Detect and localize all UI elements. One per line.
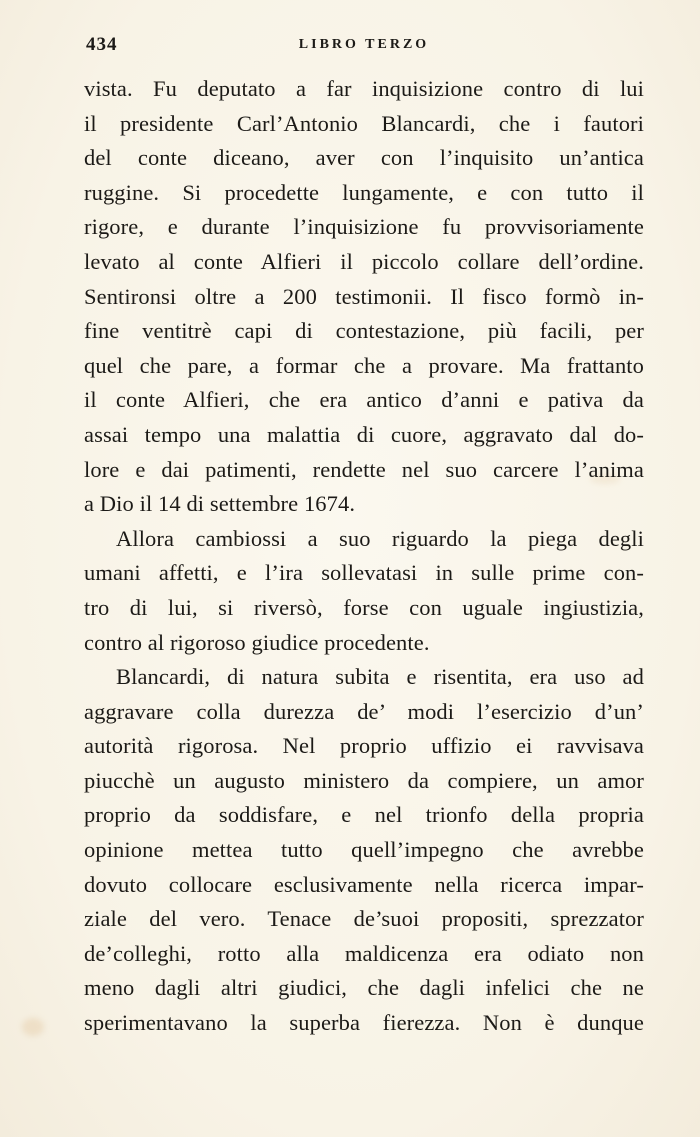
text-line: opinione mettea tutto quell’impegno che avrebbe	[84, 837, 644, 863]
paper-stain	[22, 1018, 44, 1036]
text-line: umani affetti, e l’ira sollevatasi in sulle prime con-	[84, 560, 644, 586]
page-header	[86, 34, 642, 58]
text-line: de’colleghi, rotto alla maldicenza era odiato non	[84, 940, 644, 966]
text-line: ziale del vero. Tenace de’suoi propositi, sprezzator	[84, 906, 644, 932]
text-line: quel che pare, a formar che a provare. Ma frattanto	[84, 352, 644, 378]
page-number: 434	[86, 34, 118, 55]
text-line: sperimentavano la superba fierezza. Non è dunque	[84, 1010, 644, 1036]
text-line: fine ventitrè capi di contestazione, più facili, per	[84, 318, 644, 344]
paragraph-end-line: contro al rigoroso giudice procedente.	[84, 629, 430, 655]
body-text	[84, 72, 644, 1041]
text-line: vista. Fu deputato a far inquisizione contro di lui	[84, 76, 644, 101]
text-line: il conte Alfieri, che era antico d’anni e pativa da	[84, 387, 644, 413]
text-line: meno dagli altri giudici, che dagli infelici che ne	[84, 975, 644, 1001]
paragraph-end-line: a Dio il 14 di settembre 1674.	[84, 491, 356, 517]
text-line: Sentironsi oltre a 200 testimonii. Il fisco formò in-	[84, 283, 644, 309]
text-line: levato al conte Alfieri il piccolo collare dell’ordine.	[84, 248, 644, 274]
text-line: autorità rigorosa. Nel proprio uffizio ei ravvisava	[84, 733, 644, 759]
text-line: ruggine. Si procedette lungamente, e con tutto il	[84, 179, 644, 205]
text-line: piucchè un augusto ministero da compiere, un amor	[84, 767, 644, 793]
text-line: dovuto collocare esclusivamente nella ricerca impar-	[84, 871, 644, 897]
paragraph-start-line: Allora cambiossi a suo riguardo la piega degli	[116, 525, 644, 551]
paragraph-start-line: Blancardi, di natura subita e risentita, era uso ad	[116, 664, 644, 690]
text-line: rigore, e durante l’inquisizione fu provvisoriamente	[84, 214, 644, 240]
text-line: lore e dai patimenti, rendette nel suo carcere l’anima	[84, 456, 644, 482]
text-line: del conte diceano, aver con l’inquisito un’antica	[84, 145, 644, 171]
text-line: tro di lui, si riversò, forse con uguale ingiustizia,	[84, 594, 644, 620]
text-line: proprio da soddisfare, e nel trionfo della propria	[84, 802, 644, 828]
text-line: aggravare colla durezza de’ modi l’esercizio d’un’	[84, 698, 644, 724]
running-title: LIBRO TERZO	[298, 37, 430, 52]
text-line: il presidente Carl’Antonio Blancardi, che i fautori	[84, 110, 644, 136]
text-line: assai tempo una malattia di cuore, aggravato dal do-	[84, 421, 644, 447]
